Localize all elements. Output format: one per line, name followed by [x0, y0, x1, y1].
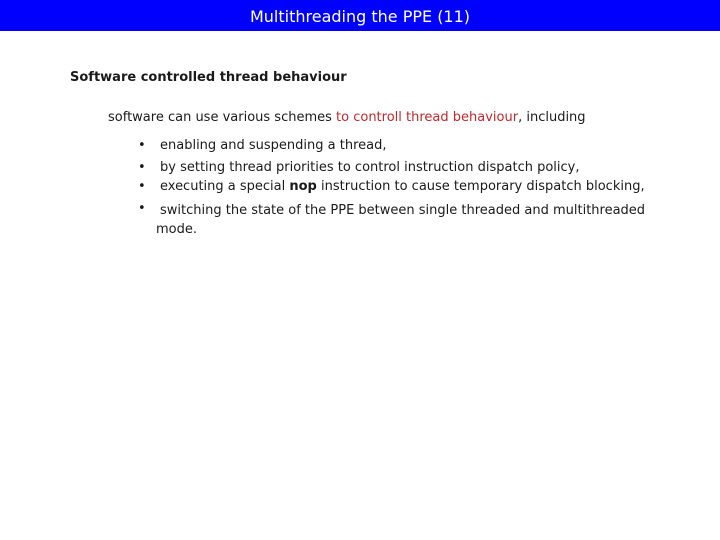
- intro-highlight: to controll thread behaviour: [336, 110, 519, 125]
- intro-text-end: , including: [518, 110, 586, 125]
- bullet-icon: •: [138, 179, 146, 194]
- bullet-line-continued: mode.: [156, 222, 197, 237]
- bullet-text: [156, 201, 700, 239]
- bullet-text: by setting thread priorities to control instruction dispatch policy,: [160, 160, 580, 175]
- section-heading: Software controlled thread behaviour: [70, 70, 347, 85]
- bullet-line: switching the state of the PPE between single threaded and multithreaded: [160, 203, 646, 218]
- bullet-text-end: instruction to cause temporary dispatch blocking,: [316, 179, 645, 194]
- slide-title: Multithreading the PPE (11): [249, 7, 471, 26]
- bullet-icon: •: [138, 160, 146, 175]
- intro-text-start: software can use various schemes: [108, 110, 337, 125]
- bullet-text: [160, 179, 645, 194]
- intro-sentence: [108, 110, 586, 125]
- bullet-icon: •: [138, 201, 146, 216]
- nop-keyword: nop: [289, 179, 317, 194]
- bullet-text-start: executing a special: [160, 179, 290, 194]
- bullet-text: enabling and suspending a thread,: [160, 138, 387, 153]
- bullet-icon: •: [138, 138, 146, 153]
- title-bar: [0, 0, 720, 31]
